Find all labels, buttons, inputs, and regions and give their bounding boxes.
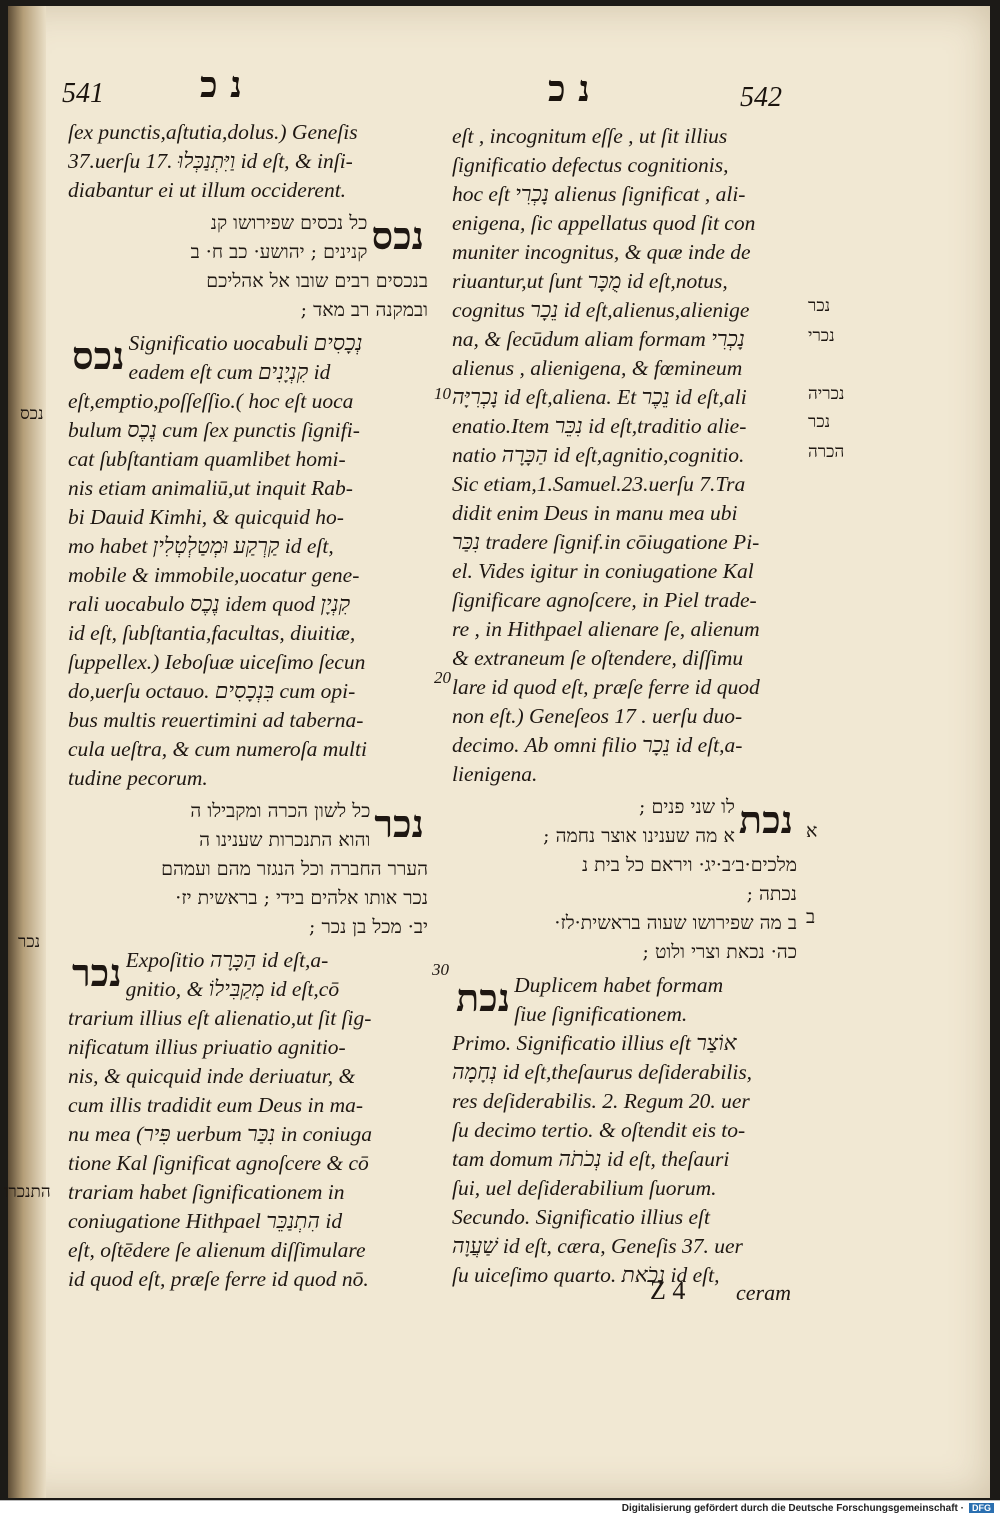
text-line: nificatum illius priuatio agnitio- bbox=[68, 1035, 346, 1059]
text-line: ſignificare agnoſcere, in Piel trade- bbox=[452, 588, 757, 612]
entry-nikkar-hebrew bbox=[68, 797, 428, 855]
margin-note-nokhriyah: נכריה bbox=[808, 384, 845, 404]
text-line: eſt , incognitum eſſe , ut ſit illius bbox=[452, 124, 728, 148]
entry-nekhot-latin bbox=[452, 971, 797, 1029]
margin-note-hakkarah: הכרה bbox=[808, 442, 845, 462]
entry-marker-alef: א bbox=[806, 820, 818, 842]
text-line: bulum נֶכֶס cum ſex punctis ſignifi- bbox=[68, 418, 360, 442]
text-line: alienus , alienigena, & fœmineum bbox=[452, 356, 743, 380]
signature-mark: Z 4 bbox=[650, 1276, 686, 1305]
page-gutter bbox=[8, 6, 46, 1498]
text-line: bi Dauid Kimhi, & quicquid ho- bbox=[68, 505, 344, 529]
text-line: nis, & quicquid inde deriuatur, & bbox=[68, 1064, 356, 1088]
dfg-logo: DFG bbox=[969, 1503, 994, 1513]
text-line: ſiue ſignificationem. bbox=[514, 1002, 688, 1026]
left-column bbox=[68, 118, 428, 1294]
right-column bbox=[452, 122, 797, 1290]
right-folio-number: 542 bbox=[740, 82, 782, 113]
text-line: trariam habet ſignificationem in bbox=[68, 1180, 345, 1204]
text-line: rali uocabulo נֶכֶס idem quod קִנְיָן bbox=[68, 592, 351, 616]
hebrew-line: א מה שענינו אוצר נחמה ; bbox=[543, 825, 735, 847]
text-line: & extraneum ſe oſtendere, diſſimu bbox=[452, 646, 744, 670]
text-line: נִכַּר tradere ſignif.in cōiugatione Pi- bbox=[452, 530, 760, 554]
text-line: trarium illius eſt alienatio,ut ſit ſig- bbox=[68, 1006, 372, 1030]
text-line: Duplicem habet formam bbox=[514, 973, 724, 997]
text-line: hoc eſt נָכְרִי alienus ſignificat , ali- bbox=[452, 182, 746, 206]
hebrew-line: הערר החברה וכל הנגזר מהם ועמהם bbox=[161, 858, 428, 880]
text-line: cat ſubſtantiam quamlibet homi- bbox=[68, 447, 346, 471]
text-line: נָכְרִיָּה id eſt,aliena. Et נֵכֶר id eſt,ali bbox=[452, 385, 747, 409]
left-folio-number: 541 bbox=[62, 78, 104, 109]
lemma-heading: נכת bbox=[738, 797, 793, 842]
lemma-heading: נכס bbox=[72, 333, 125, 378]
right-running-head: נ כ bbox=[548, 68, 590, 110]
lemma-heading: נכר bbox=[72, 950, 122, 995]
text-line: do,uerſu octauo. בִּנְכָסִים cum opi- bbox=[68, 679, 356, 703]
text-line: enatio.Item נִכֵּר id eſt,traditio alie- bbox=[452, 414, 747, 438]
text-line: didit enim Deus in manu mea ubi bbox=[452, 501, 738, 525]
text-line: tudine pecorum. bbox=[68, 766, 208, 790]
entry-nekes-latin bbox=[68, 329, 428, 387]
lemma-heading: נכס bbox=[371, 213, 424, 258]
text-line: Primo. Significatio illius eſt אוֹצַר bbox=[452, 1031, 737, 1055]
entry-marker-bet: ב bbox=[806, 906, 816, 928]
text-line: ſui, uel deſiderabilium ſuorum. bbox=[452, 1176, 717, 1200]
text-line: el. Vides igitur in coniugatione Kal bbox=[452, 559, 754, 583]
text-line: decimo. Ab omni filio נֵכָר id eſt,a- bbox=[452, 733, 743, 757]
text-line: lare id quod eſt, præſe ferre id quod bbox=[452, 675, 760, 699]
margin-note-nekher: נכר bbox=[808, 412, 831, 432]
hebrew-line: נכר אותו אלהים בידי ; בראשית יז· bbox=[175, 887, 428, 909]
footer-credit: Digitalisierung gefördert durch die Deutsche Forschungsgemeinschaft · bbox=[621, 1503, 964, 1514]
margin-note-nekes: נכס bbox=[20, 404, 44, 424]
hebrew-line: קנינים ; יהושע· כב ח· ב bbox=[190, 241, 368, 263]
hebrew-line: מלכים·ב׳ב·יג· ויראם כל בית נ bbox=[581, 854, 797, 876]
text-line: ſuppellex.) Ieboſuæ uiceſimo ſecun bbox=[68, 650, 366, 674]
hebrew-line: בנכסים רבים שובו אל אהליכם bbox=[206, 270, 428, 292]
text-line: bus multis reuertimini ad taberna- bbox=[68, 708, 364, 732]
text-line: id eſt, ſubſtantia,facultas, diuitiæ, bbox=[68, 621, 356, 645]
margin-note-hitnakker: התנכרו bbox=[4, 1182, 51, 1202]
margin-note-nokhri: נכרי bbox=[808, 326, 835, 346]
text-line: ſignificatio defectus cognitionis, bbox=[452, 153, 729, 177]
text-line: Expoſitio הַכָּרָה id eſt,a- bbox=[125, 948, 329, 972]
text-line: lienigena. bbox=[452, 762, 538, 786]
text-line: tione Kal ſignificat agnoſcere & cō bbox=[68, 1151, 369, 1175]
text-line: gnitio, & מְקַבִּילוֹ id eſt,cō bbox=[125, 977, 340, 1001]
hebrew-line: יב· מכל בן נכר ; bbox=[309, 916, 428, 938]
hebrew-line: לו שני פנים ; bbox=[639, 796, 735, 818]
text-line: enigena, ſic appellatus quod ſit con bbox=[452, 211, 756, 235]
entry-nikkar-latin bbox=[68, 946, 428, 1004]
text-line: coniugatione Hithpael הִתְנַכֵּר id bbox=[68, 1209, 343, 1233]
text-line: 37.uerſu 17. וַיִּתְנַכְּלוּ id eſt, & inſi- bbox=[68, 149, 353, 173]
hebrew-line: כל לשון הכרה ומקבילו ה bbox=[190, 800, 371, 822]
text-line: non eſt.) Geneſeos 17 . uerſu duo- bbox=[452, 704, 743, 728]
hebrew-line: ובמקנה רב מאד ; bbox=[300, 299, 428, 321]
text-line: mo habet קַרְקַע וּמְטַלְטְלִין id eſt, bbox=[68, 534, 334, 558]
hebrew-line: כל נכסים שפירושו קנ bbox=[210, 212, 368, 234]
text-line: eſt, oſtēdere ſe alienum diſſimulare bbox=[68, 1238, 366, 1262]
text-line: Significatio uocabuli נְכָסִים bbox=[128, 331, 363, 355]
text-line: diabantur ei ut illum occiderent. bbox=[68, 178, 347, 202]
text-line: natio הַכָּרָה id eſt,agnitio,cognitio. bbox=[452, 443, 745, 467]
margin-note-nikkar: נכר bbox=[18, 932, 41, 952]
text-line: id quod eſt, præſe ferre id quod nō. bbox=[68, 1267, 369, 1291]
entry-nekes-hebrew bbox=[68, 209, 428, 267]
text-line: res deſiderabilis. 2. Regum 20. uer bbox=[452, 1089, 750, 1113]
text-line: riuantur,ut ſunt מֻכָּר id eſt,notus, bbox=[452, 269, 728, 293]
text-line: cula ueſtra, & cum numeroſa multi bbox=[68, 737, 367, 761]
text-line: eſt,emptio,poſſeſſio.( hoc eſt uoca bbox=[68, 389, 354, 413]
lemma-heading: נכת bbox=[456, 975, 511, 1020]
text-line: cognitus נֵכָר id eſt,alienus,alienige bbox=[452, 298, 750, 322]
text-line: נְחָמָה id eſt,theſaurus deſiderabilis, bbox=[452, 1060, 753, 1084]
hebrew-line: כה· נכאת וצרי ולוט ; bbox=[642, 941, 797, 963]
text-line: mobile & immobile,uocatur gene- bbox=[68, 563, 360, 587]
margin-note-nekhar: נכר bbox=[808, 296, 831, 316]
text-line: שַׁעֲוָה id eſt, cæra, Geneſis 37. uer bbox=[452, 1234, 743, 1258]
text-line: nis etiam animaliū,ut inquit Rab- bbox=[68, 476, 353, 500]
left-running-head: נ כ bbox=[200, 64, 242, 106]
text-line: cum illis tradidit eum Deus in ma- bbox=[68, 1093, 364, 1117]
text-line: ſu uiceſimo quarto. נְכֹאת id eſt, bbox=[452, 1263, 720, 1287]
line-number-30: 30 bbox=[432, 960, 449, 979]
hebrew-line: ב מה שפירושו שעוה בראשית·לז· bbox=[554, 912, 797, 934]
text-line: Secundo. Significatio illius eſt bbox=[452, 1205, 710, 1229]
hebrew-line: והוא התנכרות שענינו ה bbox=[199, 829, 371, 851]
entry-nekhot-hebrew bbox=[452, 793, 797, 851]
text-line: tam domum נְכֹתֹה id eſt, theſauri bbox=[452, 1147, 730, 1171]
text-line: re , in Hithpael alienare ſe, alienum bbox=[452, 617, 760, 641]
text-line: na, & ſecūdum aliam formam נָכְרִי bbox=[452, 327, 745, 351]
text-line: nu mea (פִּיר uerbum נִכַּר in coniuga bbox=[68, 1122, 372, 1146]
line-number-20: 20 bbox=[434, 668, 451, 687]
catchword: ceram bbox=[736, 1280, 791, 1305]
text-line: muniter incognitus, & quæ inde de bbox=[452, 240, 751, 264]
lemma-heading: נכר bbox=[374, 801, 424, 846]
text-line: Sic etiam,1.Samuel.23.uerſu 7.Tra bbox=[452, 472, 746, 496]
hebrew-line: נכתה ; bbox=[746, 883, 797, 905]
line-number-10: 10 bbox=[434, 384, 451, 403]
text-line: ſu decimo tertio. & oſtendit eis to- bbox=[452, 1118, 746, 1142]
text-line: ſex punctis,aſtutia,dolus.) Geneſis bbox=[68, 120, 358, 144]
text-line: eadem eſt cum קִנְיָנִים id bbox=[128, 360, 331, 384]
